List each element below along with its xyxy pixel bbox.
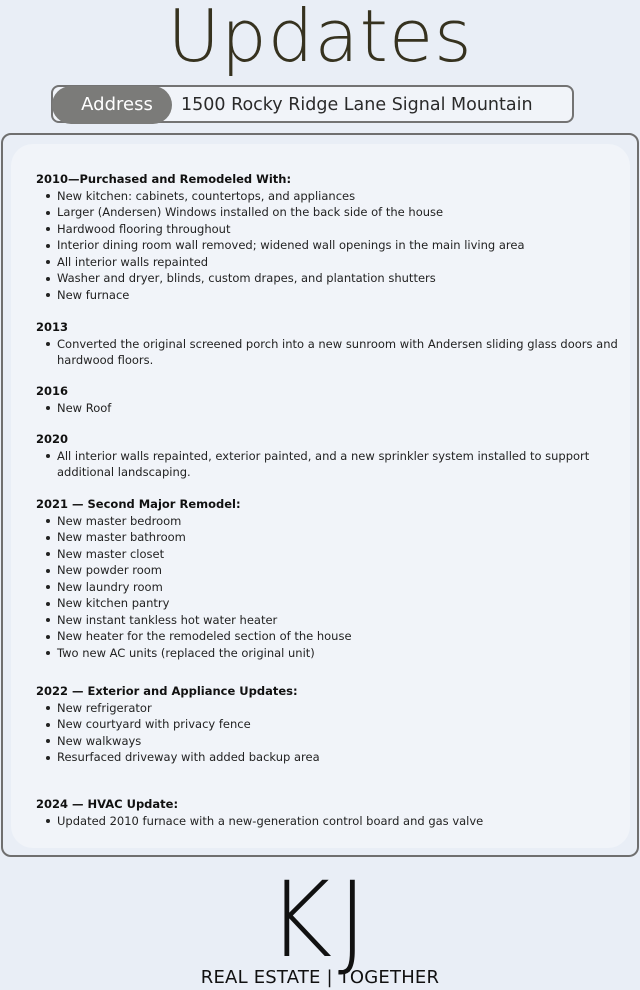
section-list bbox=[36, 336, 626, 369]
kj-logo: KJ bbox=[267, 859, 373, 981]
section-2010 bbox=[36, 171, 626, 303]
section-list bbox=[36, 400, 626, 417]
list-item: Larger (Andersen) Windows installed on the back side of the house bbox=[57, 204, 626, 221]
updates-card bbox=[1, 133, 639, 857]
section-2016 bbox=[36, 383, 626, 416]
list-item: New kitchen pantry bbox=[57, 595, 626, 612]
list-item: All interior walls repainted, exterior painted, and a new sprinkler system installed to support additional landscaping. bbox=[57, 448, 626, 481]
list-item: New heater for the remodeled section of the house bbox=[57, 628, 626, 645]
section-heading: 2016 bbox=[36, 384, 69, 398]
section-2013 bbox=[36, 319, 626, 369]
list-item: New furnace bbox=[57, 287, 626, 304]
section-list bbox=[36, 700, 626, 766]
page-title: Updates bbox=[167, 0, 473, 78]
address-label-pill: Address bbox=[52, 86, 172, 124]
list-item: New master bedroom bbox=[57, 513, 626, 530]
section-2020 bbox=[36, 431, 626, 481]
section-heading: 2010—Purchased and Remodeled With: bbox=[36, 172, 292, 186]
logo-tagline: REAL ESTATE | TOGETHER bbox=[200, 967, 440, 988]
list-item: New courtyard with privacy fence bbox=[57, 716, 626, 733]
list-item: New powder room bbox=[57, 562, 626, 579]
list-item: Resurfaced driveway with added backup area bbox=[57, 749, 626, 766]
list-item: New kitchen: cabinets, countertops, and appliances bbox=[57, 188, 626, 205]
section-list bbox=[36, 448, 626, 481]
address-bar bbox=[51, 85, 574, 123]
list-item: Interior dining room wall removed; widened wall openings in the main living area bbox=[57, 237, 626, 254]
section-heading: 2024 — HVAC Update: bbox=[36, 797, 179, 811]
list-item: New master bathroom bbox=[57, 529, 626, 546]
list-item: Updated 2010 furnace with a new-generation control board and gas valve bbox=[57, 813, 626, 830]
list-item: New walkways bbox=[57, 733, 626, 750]
list-item: Hardwood flooring throughout bbox=[57, 221, 626, 238]
section-heading: 2021 — Second Major Remodel: bbox=[36, 497, 241, 511]
section-heading: 2020 bbox=[36, 432, 69, 446]
list-item: New master closet bbox=[57, 546, 626, 563]
section-list bbox=[36, 813, 626, 830]
section-list bbox=[36, 513, 626, 662]
section-2021 bbox=[36, 496, 626, 661]
section-2022 bbox=[36, 683, 626, 766]
section-heading: 2022 — Exterior and Appliance Updates: bbox=[36, 684, 298, 698]
section-2024 bbox=[36, 796, 626, 829]
list-item: Two new AC units (replaced the original unit) bbox=[57, 645, 626, 662]
list-item: All interior walls repainted bbox=[57, 254, 626, 271]
section-heading: 2013 bbox=[36, 320, 69, 334]
list-item: New Roof bbox=[57, 400, 626, 417]
address-value: 1500 Rocky Ridge Lane Signal Mountain bbox=[181, 95, 533, 115]
section-list bbox=[36, 188, 626, 304]
updates-card-inner bbox=[11, 144, 630, 848]
list-item: Converted the original screened porch into a new sunroom with Andersen sliding glass doors and hardwood floors. bbox=[57, 336, 626, 369]
list-item: New refrigerator bbox=[57, 700, 626, 717]
list-item: New laundry room bbox=[57, 579, 626, 596]
list-item: New instant tankless hot water heater bbox=[57, 612, 626, 629]
list-item: Washer and dryer, blinds, custom drapes, and plantation shutters bbox=[57, 270, 626, 287]
